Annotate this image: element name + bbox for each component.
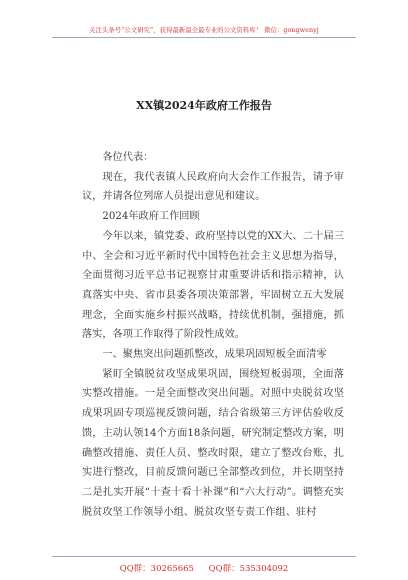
footer-divider [52,556,356,557]
subsection-title: 一、聚焦突出问题抓整改，成果巩固短板全面清零 [102,349,327,361]
footer [0,562,408,574]
document-title: XX镇2024年政府工作报告 [136,99,272,112]
salutation: 各位代表： [102,152,154,163]
footer-qq-group-2: QQ群：535304092 [208,564,289,574]
paragraph-intro: 现在，我代表镇人民政府向大会作工作报告，请予审议，并请各位列席人员提出意见和建议。 [82,171,344,203]
section-title: 2024年政府工作回顾 [102,211,200,223]
paragraph-overview: 今年以来，镇党委、政府坚持以党的XX大、二十届三中、全会和习近平新时代中国特色社会主义思想为指导，全面贯彻习近平总书记视察甘肃重要讲话和指示精神，认真落实中央、省市县委各项决策部署，牢固树立五大发展理念，全面实施乡村振兴战略，持续优机制，强措施，抓落实，各项工作取得了阶段性成效。 [82,230,344,341]
header-divider [52,37,356,38]
footer-qq-group-1: QQ群：30265665 [119,564,194,574]
document-body [82,148,344,522]
header-banner: 关注头条号“公文研究”，获得最新最全最专业的公文资料库！ 微信：gongwenyj [89,27,319,34]
paragraph-rectification: 紧盯全镇脱贫攻坚成果巩固，围绕短板弱项，全面落实整改措施。一是全面整改突出问题。对照中央脱贫攻坚成果巩固专项巡视反馈问题，结合省级第三方评估验收反馈，主动认领14个方面18条问题，研究制定整改方案，明确整改措施、责任人员、整改时限，建立了整改台账，扎实进行整改，目前反馈问题已全部整改到位，并长期坚持二是扎实开展“十查十看十补课”和“六大行动”。调整充实脱贫攻坚工作领导小组、脱贫攻坚专责工作组、驻村 [82,368,344,518]
